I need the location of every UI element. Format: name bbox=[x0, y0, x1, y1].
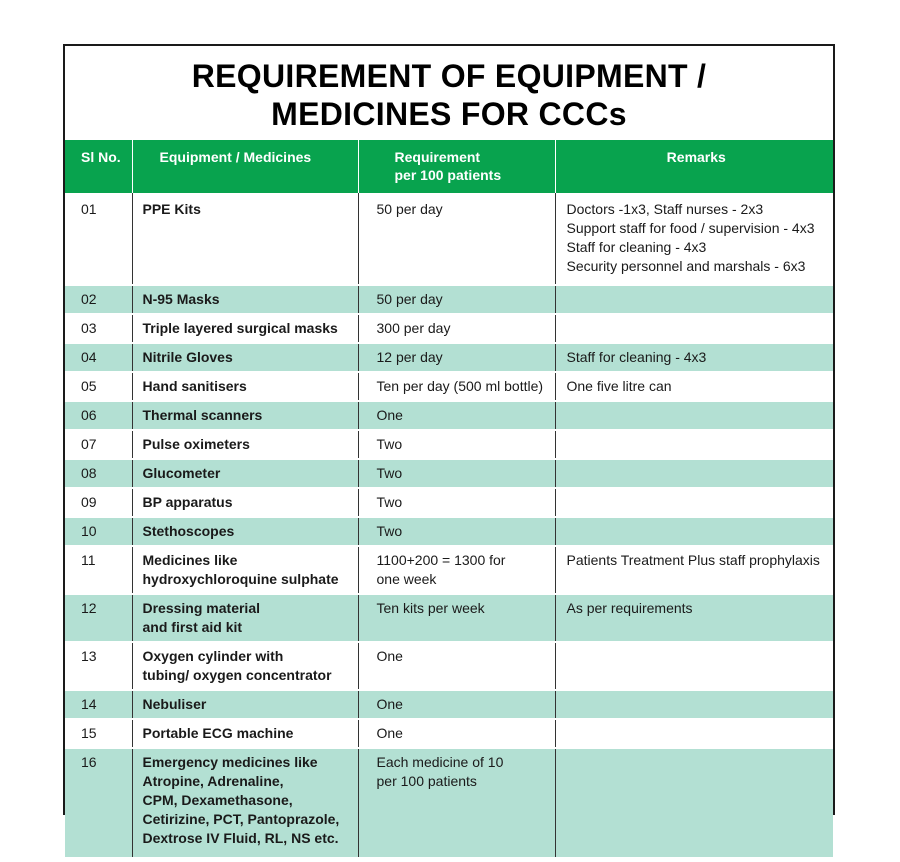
cell-sl-no: 12 bbox=[65, 594, 132, 642]
cell-requirement-line: Each medicine of 10 bbox=[376, 754, 504, 770]
cell-equipment bbox=[132, 594, 358, 642]
cell-requirement bbox=[358, 517, 555, 546]
cell-requirement-line: 1100+200 = 1300 for bbox=[376, 552, 506, 568]
cell-equipment bbox=[132, 488, 358, 517]
cell-equipment-line: Emergency medicines like bbox=[142, 754, 318, 770]
cell-requirement-line: 50 per day bbox=[376, 291, 443, 307]
cell-requirement bbox=[358, 314, 555, 343]
cell-remarks bbox=[555, 719, 833, 748]
header-sl-no: Sl No. bbox=[65, 140, 132, 193]
requirements-table bbox=[65, 140, 833, 857]
cell-requirement bbox=[358, 193, 555, 285]
cell-requirement-line: 300 per day bbox=[376, 320, 451, 336]
cell-sl-no: 15 bbox=[65, 719, 132, 748]
cell-remarks bbox=[555, 430, 833, 459]
cell-remarks-line: Security personnel and marshals - 6x3 bbox=[566, 258, 806, 274]
cell-requirement-line: One bbox=[376, 407, 403, 423]
cell-sl-no: 09 bbox=[65, 488, 132, 517]
cell-equipment-line: Nitrile Gloves bbox=[142, 349, 233, 365]
cell-requirement-line: One bbox=[376, 648, 403, 664]
cell-equipment-line: Medicines like bbox=[142, 552, 238, 568]
table-row bbox=[65, 401, 833, 430]
page-title bbox=[65, 46, 833, 140]
cell-sl-no: 01 bbox=[65, 193, 132, 285]
cell-equipment bbox=[132, 314, 358, 343]
cell-equipment-line: hydroxychloroquine sulphate bbox=[142, 571, 339, 587]
cell-requirement-line: Two bbox=[376, 523, 403, 539]
cell-remarks-line: Support staff for food / supervision - 4x3 bbox=[566, 220, 815, 236]
cell-equipment-line: Atropine, Adrenaline, bbox=[142, 773, 284, 789]
cell-equipment-line: Glucometer bbox=[142, 465, 221, 481]
table-row bbox=[65, 314, 833, 343]
header-remarks: Remarks bbox=[555, 140, 833, 193]
cell-equipment-line: and first aid kit bbox=[142, 619, 243, 635]
table-row bbox=[65, 193, 833, 285]
cell-equipment bbox=[132, 546, 358, 594]
table-row bbox=[65, 488, 833, 517]
cell-equipment-line: Dextrose IV Fluid, RL, NS etc. bbox=[142, 830, 339, 846]
cell-requirement bbox=[358, 430, 555, 459]
table-row bbox=[65, 517, 833, 546]
table-row bbox=[65, 459, 833, 488]
cell-sl-no: 16 bbox=[65, 748, 132, 857]
cell-sl-no: 08 bbox=[65, 459, 132, 488]
cell-sl-no: 03 bbox=[65, 314, 132, 343]
table-row bbox=[65, 546, 833, 594]
cell-remarks-line: Patients Treatment Plus staff prophylaxis bbox=[566, 552, 820, 568]
cell-equipment bbox=[132, 343, 358, 372]
cell-equipment-line: Thermal scanners bbox=[142, 407, 263, 423]
table-row bbox=[65, 285, 833, 314]
header-requirement bbox=[358, 140, 555, 193]
cell-equipment-line: N-95 Masks bbox=[142, 291, 220, 307]
cell-requirement bbox=[358, 372, 555, 401]
cell-remarks bbox=[555, 748, 833, 857]
cell-equipment bbox=[132, 401, 358, 430]
table-row bbox=[65, 430, 833, 459]
table-row bbox=[65, 719, 833, 748]
cell-equipment-line: Portable ECG machine bbox=[142, 725, 294, 741]
cell-sl-no: 14 bbox=[65, 690, 132, 719]
cell-requirement bbox=[358, 459, 555, 488]
cell-remarks-line: Doctors -1x3, Staff nurses - 2x3 bbox=[566, 201, 764, 217]
cell-remarks bbox=[555, 401, 833, 430]
cell-requirement-line: one week bbox=[376, 571, 437, 587]
cell-requirement-line: per 100 patients bbox=[376, 773, 477, 789]
cell-equipment bbox=[132, 285, 358, 314]
cell-requirement bbox=[358, 343, 555, 372]
cell-equipment-line: BP apparatus bbox=[142, 494, 233, 510]
cell-equipment bbox=[132, 642, 358, 690]
cell-requirement-line: One bbox=[376, 696, 403, 712]
cell-equipment bbox=[132, 748, 358, 857]
cell-requirement bbox=[358, 401, 555, 430]
cell-requirement bbox=[358, 690, 555, 719]
cell-requirement bbox=[358, 285, 555, 314]
cell-equipment bbox=[132, 517, 358, 546]
cell-equipment-line: Dressing material bbox=[142, 600, 260, 616]
cell-equipment bbox=[132, 193, 358, 285]
cell-remarks-line: One five litre can bbox=[566, 378, 672, 394]
cell-remarks bbox=[555, 285, 833, 314]
cell-remarks bbox=[555, 488, 833, 517]
header-requirement-line-2: per 100 patients bbox=[394, 167, 502, 183]
cell-equipment-line: Stethoscopes bbox=[142, 523, 235, 539]
cell-remarks-line: Staff for cleaning - 4x3 bbox=[566, 349, 707, 365]
table-header-row bbox=[65, 140, 833, 193]
cell-sl-no: 06 bbox=[65, 401, 132, 430]
cell-sl-no: 04 bbox=[65, 343, 132, 372]
cell-requirement-line: One bbox=[376, 725, 403, 741]
cell-requirement-line: Ten kits per week bbox=[376, 600, 485, 616]
cell-requirement-line: 50 per day bbox=[376, 201, 443, 217]
cell-remarks bbox=[555, 546, 833, 594]
cell-sl-no: 11 bbox=[65, 546, 132, 594]
cell-sl-no: 10 bbox=[65, 517, 132, 546]
cell-equipment-line: PPE Kits bbox=[142, 201, 201, 217]
cell-remarks bbox=[555, 594, 833, 642]
table-row bbox=[65, 343, 833, 372]
cell-remarks bbox=[555, 517, 833, 546]
table-row bbox=[65, 748, 833, 857]
cell-equipment-line: tubing/ oxygen concentrator bbox=[142, 667, 332, 683]
cell-requirement-line: Two bbox=[376, 465, 403, 481]
cell-requirement-line: Two bbox=[376, 436, 403, 452]
cell-equipment-line: Hand sanitisers bbox=[142, 378, 247, 394]
cell-equipment bbox=[132, 459, 358, 488]
cell-requirement bbox=[358, 748, 555, 857]
cell-equipment-line: Oxygen cylinder with bbox=[142, 648, 284, 664]
cell-requirement bbox=[358, 546, 555, 594]
cell-sl-no: 05 bbox=[65, 372, 132, 401]
cell-requirement-line: 12 per day bbox=[376, 349, 443, 365]
cell-remarks bbox=[555, 193, 833, 285]
title-line-1: REQUIREMENT OF EQUIPMENT / bbox=[191, 58, 707, 94]
cell-remarks bbox=[555, 314, 833, 343]
header-requirement-line-1: Requirement bbox=[394, 149, 481, 165]
cell-sl-no: 02 bbox=[65, 285, 132, 314]
cell-remarks bbox=[555, 642, 833, 690]
cell-equipment-line: CPM, Dexamethasone, bbox=[142, 792, 293, 808]
cell-requirement-line: Ten per day (500 ml bottle) bbox=[376, 378, 544, 394]
cell-sl-no: 07 bbox=[65, 430, 132, 459]
cell-equipment bbox=[132, 372, 358, 401]
cell-requirement-line: Two bbox=[376, 494, 403, 510]
table-row bbox=[65, 642, 833, 690]
cell-requirement bbox=[358, 719, 555, 748]
cell-requirement bbox=[358, 642, 555, 690]
cell-equipment bbox=[132, 430, 358, 459]
table-row bbox=[65, 690, 833, 719]
cell-remarks bbox=[555, 459, 833, 488]
title-line-2: MEDICINES FOR CCCs bbox=[271, 96, 627, 132]
cell-requirement bbox=[358, 488, 555, 517]
cell-remarks bbox=[555, 372, 833, 401]
table-row bbox=[65, 594, 833, 642]
cell-equipment-line: Nebuliser bbox=[142, 696, 207, 712]
cell-remarks-line: As per requirements bbox=[566, 600, 693, 616]
requirements-poster bbox=[63, 44, 835, 846]
table-row bbox=[65, 372, 833, 401]
cell-sl-no: 13 bbox=[65, 642, 132, 690]
cell-remarks bbox=[555, 343, 833, 372]
cell-equipment-line: Cetirizine, PCT, Pantoprazole, bbox=[142, 811, 340, 827]
header-equipment: Equipment / Medicines bbox=[132, 140, 358, 193]
cell-equipment-line: Pulse oximeters bbox=[142, 436, 250, 452]
cell-equipment bbox=[132, 690, 358, 719]
cell-equipment-line: Triple layered surgical masks bbox=[142, 320, 338, 336]
cell-requirement bbox=[358, 594, 555, 642]
cell-equipment bbox=[132, 719, 358, 748]
cell-remarks bbox=[555, 690, 833, 719]
cell-remarks-line: Staff for cleaning - 4x3 bbox=[566, 239, 707, 255]
table-body bbox=[65, 193, 833, 857]
